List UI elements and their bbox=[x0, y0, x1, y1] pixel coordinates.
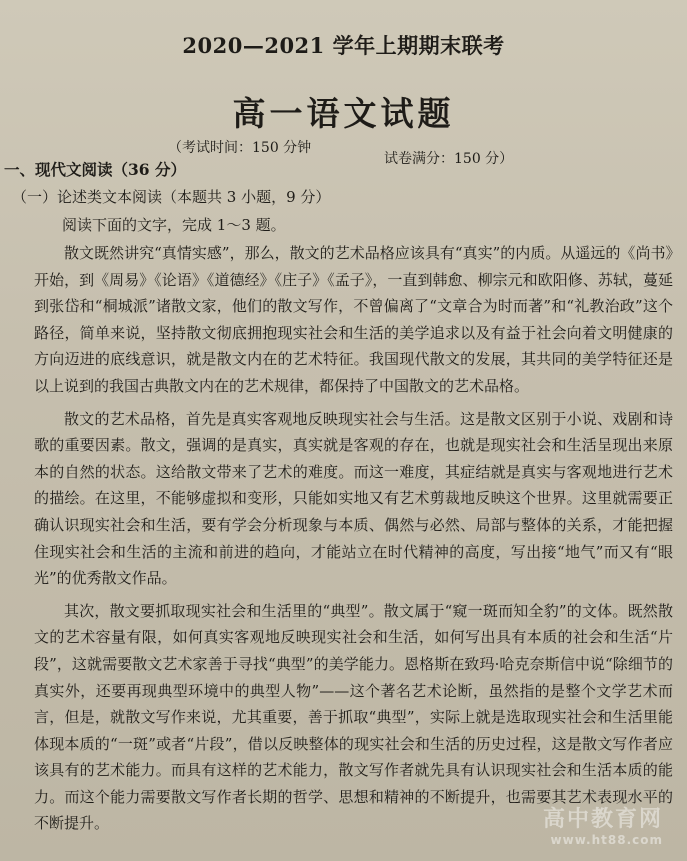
watermark-url: www.ht88.com bbox=[550, 833, 663, 847]
passage-paragraph-1: 散文既然讲究“真情实感”，那么，散文的艺术品格应该具有“真实”的内质。从遥远的《尚书》开始，到《周易》《论语》《道德经》《庄子》《孟子》，一直到韩愈、柳宗元和欧阳修、苏轼，蔓延到张岱和“桐城派”诸散文家，他们的散文写作，不曾偏离了“文章合为时而著”和“礼教治政”这个路径，简单来说，坚持散文彻底拥抱现实社会和生活的美学追求以及有益于社会向着文明健康的方向迈进的底线意识，就是散文内在的艺术特征。我国现代散文的发展，其共同的美学特征还是以上说到的我国古典散文内在的艺术规律，都保持了中国散文的艺术品格。 bbox=[34, 244, 673, 395]
passage-paragraph-2: 散文的艺术品格，首先是真实客观地反映现实社会与生活。这是散文区别于小说、戏剧和诗歌的重要因素。散文，强调的是真实，真实就是客观的存在，也就是现实社会和生活呈现出来原本的自然的状态。这给散文带来了艺术的难度。而这一难度，其症结就是真实与客观地进行艺术的描绘。在这里，不能够虚拟和变形，只能如实地又有艺术剪裁地反映这个世界。这里就需要正确认识现实社会和生活，要有学会分析现象与本质、偶然与必然、局部与整体的关系，才能把握住现实社会和生活的主流和前进的趋向，才能站立在时代精神的高度，写出接“地气”而又有“眼光”的优秀散文作品。 bbox=[34, 409, 673, 588]
exam-year-title: 2020—2021 学年上期期末联考 bbox=[182, 33, 505, 58]
watermark-text: 高中教育网 bbox=[542, 807, 663, 832]
exam-time: （考试时间：150 分钟 bbox=[168, 140, 312, 156]
passage-paragraph-3: 其次，散文要抓取现实社会和生活里的“典型”。散文属于“窥一斑而知全豹”的文体。既然散文的艺术容量有限，如何真实客观地反映现实社会和生活，如何写出具有本质的社会和生活“片段”，这就需要散文艺术家善于寻找“典型”的美学能力。恩格斯在致玛·哈克奈斯信中说“除细节的真实外，还要再现典型环境中的典型人物”——这个著名艺术论断，虽然指的是整个文学艺术而言，但是，就散文写作来说，尤其重要，善于抓取“典型”，实际上就是选取现实社会和生活里能体现本质的“一斑”或者“片段”，借以反映整体的现实社会和生活的历史过程，这是散文写作者应该具有的艺术能力。而具有这样的艺术能力，散文写作者就先具有认识现实社会和生活本质的能力。而这个能力需要散文写作者长期的哲学、思想和精神的不断提升，也需要其艺术表现水平的不断提升。 bbox=[34, 601, 673, 833]
subsection-title: （一）论述类文本阅读（本题共 3 小题，9 分） bbox=[12, 188, 331, 206]
exam-main-title: 高一语文试题 bbox=[232, 94, 455, 133]
site-watermark bbox=[543, 802, 663, 847]
reading-passage bbox=[34, 240, 673, 843]
reading-instruction: 阅读下面的文字，完成 1～3 题。 bbox=[62, 216, 286, 234]
full-score: 试卷满分：150 分） bbox=[384, 151, 514, 167]
section-title: 一、现代文阅读（36 分） bbox=[4, 160, 186, 179]
